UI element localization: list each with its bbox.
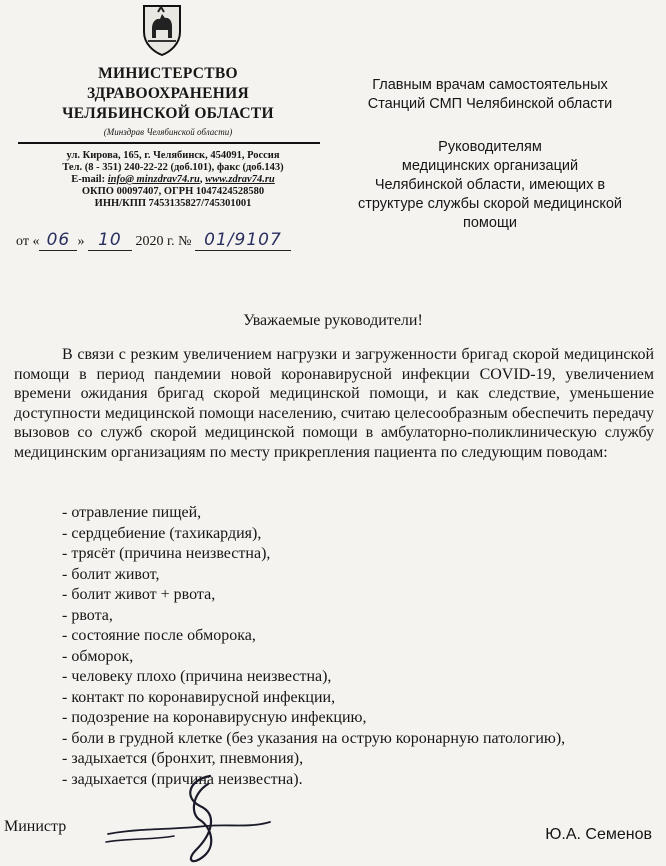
list-item: - контакт по коронавирусной инфекции, bbox=[62, 688, 336, 706]
coat-of-arms-icon bbox=[140, 2, 184, 56]
list-item: - отравление пищей, bbox=[62, 504, 202, 521]
reg-number: 01/9107 bbox=[204, 230, 282, 250]
addressee-2-line-1: Руководителям bbox=[438, 139, 542, 155]
signatory-title: Министр bbox=[4, 818, 67, 835]
addressee-2-line-3: Челябинской области, имеющих в bbox=[374, 177, 606, 193]
email-prefix: E-mail: bbox=[71, 174, 108, 185]
email-link[interactable]: info@ minzdrav74.ru bbox=[107, 174, 200, 185]
list-item: - человеку плохо (причина неизвестна), bbox=[62, 668, 332, 685]
list-item: - трясёт (причина неизвестна), bbox=[62, 545, 271, 562]
org-line-1: МИНИСТЕРСТВО bbox=[98, 65, 238, 82]
website-link[interactable]: www.zdrav74.ru bbox=[205, 174, 275, 185]
inn-line: ИНН/КПП 7453135827/745301001 bbox=[94, 198, 252, 209]
main-paragraph: В связи с резким увеличением нагрузки и загруженности бригад скорой медицинской помощи в период пандемии новой коронавирусной инфекции COVID-19, увеличением времени ожидания бригад скорой медицинской помощи, и как следствие, уменьшение доступности медицинской помощи населению, считаю целесообразным обеспечить передачу вызовов со служб скорой медицинской помощи в амбулаторно-поликлиническую службу медицинским организациям по месту прикрепления пациента по следующим поводам: bbox=[14, 346, 654, 461]
registration-line bbox=[16, 230, 291, 251]
reasons-list bbox=[62, 503, 565, 790]
addressee-1-line-1: Главным врачам самостоятельных bbox=[372, 77, 608, 93]
addressee-2-line-5: помощи bbox=[463, 215, 517, 231]
org-line-2: ЗДРАВООХРАНЕНИЯ bbox=[87, 85, 249, 102]
reg-close-quote: » bbox=[77, 234, 85, 249]
list-item: - задыхается (бронхит, пневмония), bbox=[62, 750, 304, 767]
list-item: - подозрение на коронавирусную инфекцию, bbox=[62, 709, 367, 726]
addressee-1-line-2: Станций СМП Челябинской области bbox=[367, 96, 613, 112]
addressee-block-2 bbox=[330, 138, 650, 233]
email-line: E-mail: info@ minzdrav74.ru, www.zdrav74.ru bbox=[71, 174, 275, 185]
reg-prefix: от bbox=[16, 234, 29, 249]
org-short-name: (Минздрав Челябинской области) bbox=[103, 127, 233, 137]
handwritten-signature-icon bbox=[100, 770, 300, 866]
addressee-block-1 bbox=[330, 76, 650, 114]
salutation: Уважаемые руководители! bbox=[243, 312, 423, 329]
addressee-2-line-4: структуре службы скорой медицинской bbox=[357, 196, 623, 212]
list-item: - болит живот + рвота, bbox=[62, 586, 216, 603]
list-item: - рвота, bbox=[62, 606, 113, 624]
list-item: - сердцебиение (тахикардия), bbox=[62, 524, 262, 542]
list-item: - задыхается (причина неизвестна). bbox=[62, 770, 303, 788]
reg-number-sign: № bbox=[178, 234, 192, 249]
reg-day: 06 bbox=[46, 230, 71, 250]
contact-details bbox=[18, 150, 328, 210]
list-item: - болит живот, bbox=[62, 565, 160, 583]
list-item: - обморок, bbox=[62, 647, 134, 665]
organization-name bbox=[48, 64, 288, 124]
org-line-3: ЧЕЛЯБИНСКОЙ ОБЛАСТИ bbox=[62, 105, 274, 122]
okpo-line: ОКПО 00097407, ОГРН 1047424528580 bbox=[81, 186, 265, 197]
list-item: - состояние после обморока, bbox=[62, 627, 256, 644]
signatory-name: Ю.А. Семенов bbox=[545, 826, 652, 843]
list-item: - боли в грудной клетке (без указания на острую коронарную патологию), bbox=[62, 729, 566, 747]
phone-line: Тел. (8 - 351) 240-22-22 (доб.101), факс (доб.143) bbox=[62, 162, 284, 173]
reg-year: 2020 г. bbox=[135, 234, 175, 249]
addressee-2-line-2: медицинских организаций bbox=[401, 158, 579, 174]
reg-month: 10 bbox=[98, 230, 122, 250]
address-line: ул. Кирова, 165, г. Челябинск, 454091, Россия bbox=[66, 150, 280, 161]
reg-open-quote: « bbox=[32, 234, 40, 249]
letterhead-divider bbox=[18, 142, 320, 144]
